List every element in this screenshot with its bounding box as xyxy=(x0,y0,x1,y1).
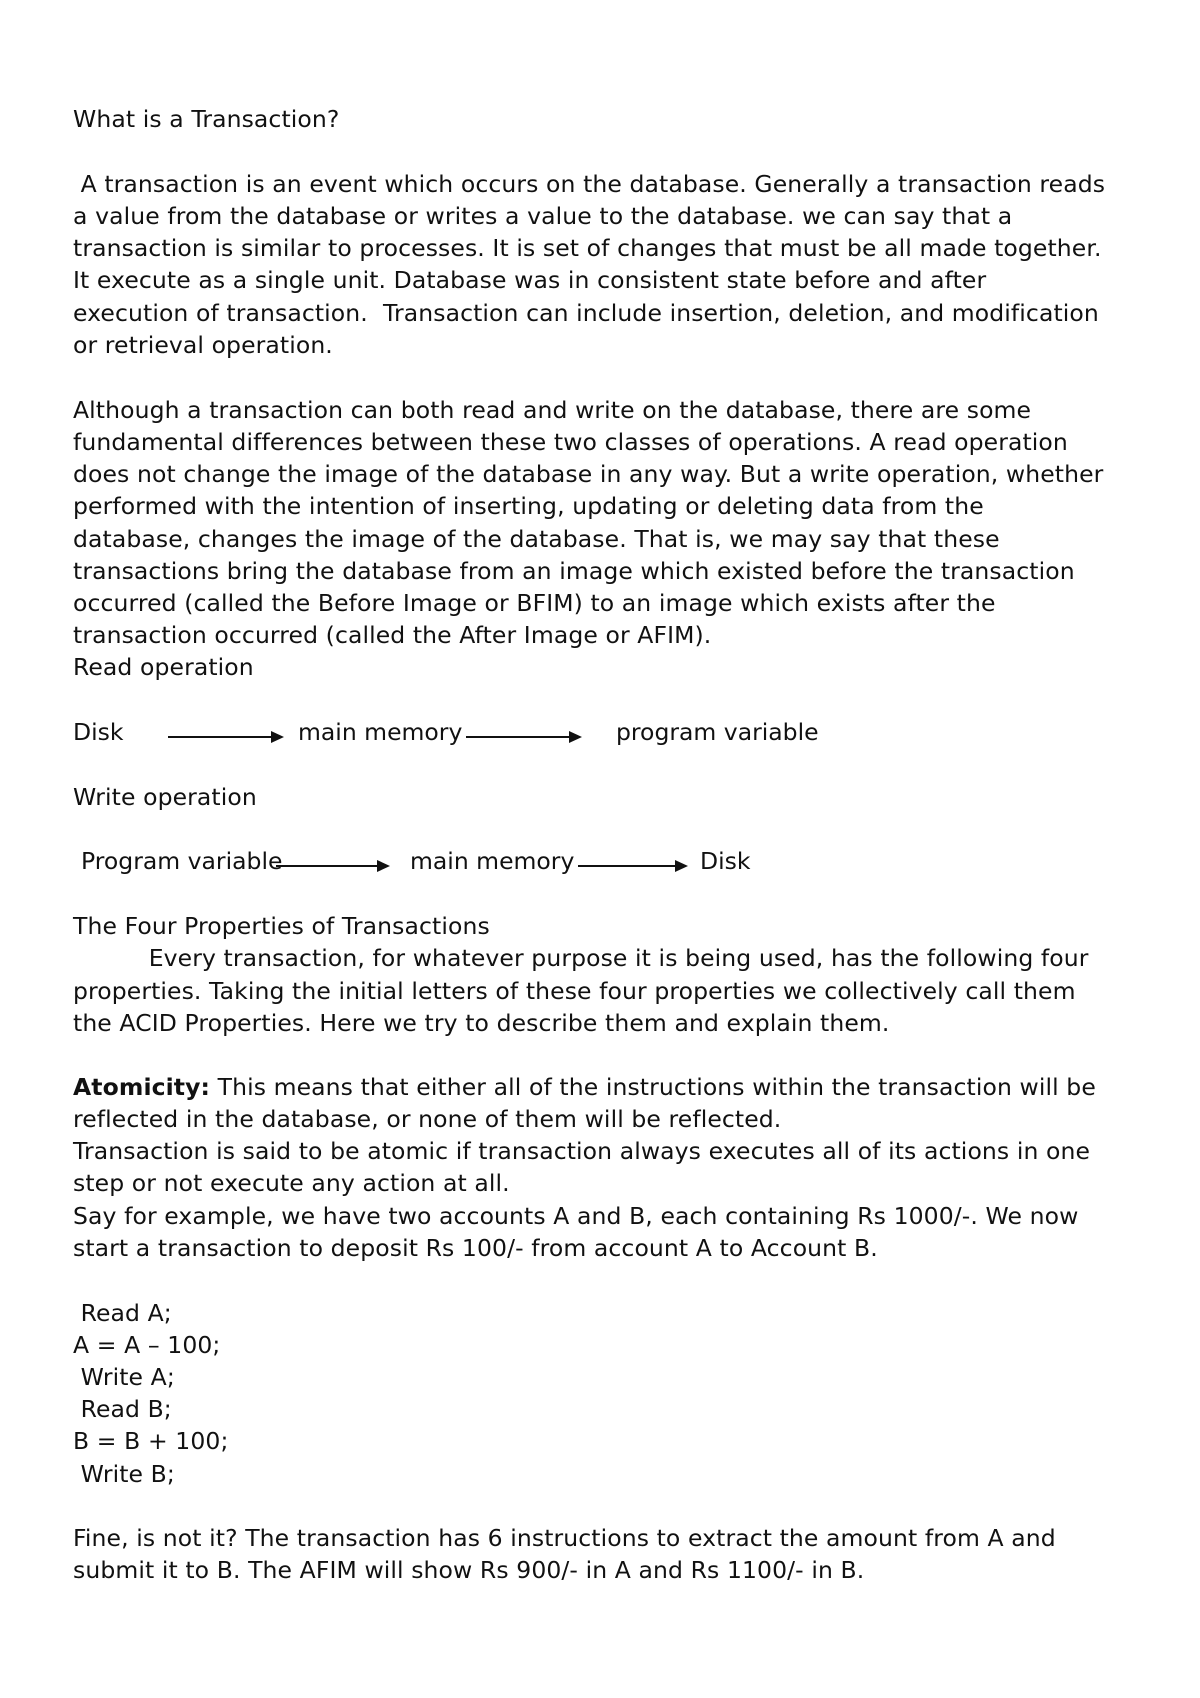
properties-paragraph-line: the ACID Properties. Here we try to describe them and explain them. xyxy=(73,1009,890,1037)
document-title: What is a Transaction? xyxy=(73,105,340,133)
paragraph2-line: does not change the image of the database in any way. But a write operation, whether xyxy=(73,460,1104,488)
paragraph1-line: A transaction is an event which occurs on the database. Generally a transaction reads xyxy=(73,170,1106,198)
write-flow-main-memory: main memory xyxy=(410,847,575,875)
code-line: A = A – 100; xyxy=(73,1331,221,1359)
code-line: Read A; xyxy=(73,1299,172,1327)
paragraph1-line: execution of transaction. Transaction can include insertion, deletion, and modification xyxy=(73,299,1099,327)
read-flow-disk: Disk xyxy=(73,718,124,746)
code-line: Write A; xyxy=(73,1363,175,1391)
paragraph2-line: transaction occurred (called the After Image or AFIM). xyxy=(73,621,712,649)
read-operation-heading: Read operation xyxy=(73,653,254,681)
paragraph1-line: It execute as a single unit. Database was in consistent state before and after xyxy=(73,266,987,294)
atomicity-line-text: This means that either all of the instructions within the transaction will be xyxy=(210,1073,1096,1101)
atomicity-line xyxy=(73,1071,1096,1103)
code-line: Write B; xyxy=(73,1460,175,1488)
paragraph2-line: fundamental differences between these two classes of operations. A read operation xyxy=(73,428,1068,456)
atomicity-paragraph-line: reflected in the database, or none of them will be reflected. xyxy=(73,1105,782,1133)
properties-paragraph-line: Every transaction, for whatever purpose it is being used, has the following four xyxy=(73,944,1089,972)
code-line: B = B + 100; xyxy=(73,1427,229,1455)
write-flow-arrow-2 xyxy=(578,859,688,873)
atomicity-paragraph-line: Say for example, we have two accounts A and B, each containing Rs 1000/-. We now xyxy=(73,1202,1079,1230)
read-flow-arrow-2 xyxy=(466,730,582,744)
write-flow-disk: Disk xyxy=(700,847,751,875)
properties-paragraph-line: properties. Taking the initial letters of these four properties we collectively call them xyxy=(73,977,1076,1005)
paragraph2-line: Although a transaction can both read and write on the database, there are some xyxy=(73,396,1032,424)
write-operation-heading: Write operation xyxy=(73,783,257,811)
read-flow-main-memory: main memory xyxy=(298,718,463,746)
paragraph2-line: performed with the intention of inserting, updating or deleting data from the xyxy=(73,492,984,520)
read-flow-arrow-1 xyxy=(168,730,284,744)
closing-line: Fine, is not it? The transaction has 6 instructions to extract the amount from A and xyxy=(73,1524,1056,1552)
atomicity-paragraph-line: start a transaction to deposit Rs 100/- from account A to Account B. xyxy=(73,1234,878,1262)
read-flow-program-variable: program variable xyxy=(616,718,819,746)
paragraph1-line: or retrieval operation. xyxy=(73,331,333,359)
atomicity-label: Atomicity: xyxy=(73,1073,211,1101)
write-flow-program-variable: Program variable xyxy=(81,847,283,875)
paragraph2-line: occurred (called the Before Image or BFIM) to an image which exists after the xyxy=(73,589,996,617)
code-line: Read B; xyxy=(73,1395,172,1423)
paragraph2-line: database, changes the image of the database. That is, we may say that these xyxy=(73,525,1000,553)
write-flow-arrow-1 xyxy=(276,859,390,873)
paragraph2-line: transactions bring the database from an image which existed before the transaction xyxy=(73,557,1075,585)
properties-heading: The Four Properties of Transactions xyxy=(73,912,490,940)
closing-line: submit it to B. The AFIM will show Rs 900/- in A and Rs 1100/- in B. xyxy=(73,1556,865,1584)
paragraph1-line: transaction is similar to processes. It is set of changes that must be all made together. xyxy=(73,234,1102,262)
atomicity-paragraph-line: Transaction is said to be atomic if transaction always executes all of its actions in one xyxy=(73,1137,1091,1165)
paragraph1-line: a value from the database or writes a value to the database. we can say that a xyxy=(73,202,1013,230)
atomicity-paragraph-line: step or not execute any action at all. xyxy=(73,1169,510,1197)
